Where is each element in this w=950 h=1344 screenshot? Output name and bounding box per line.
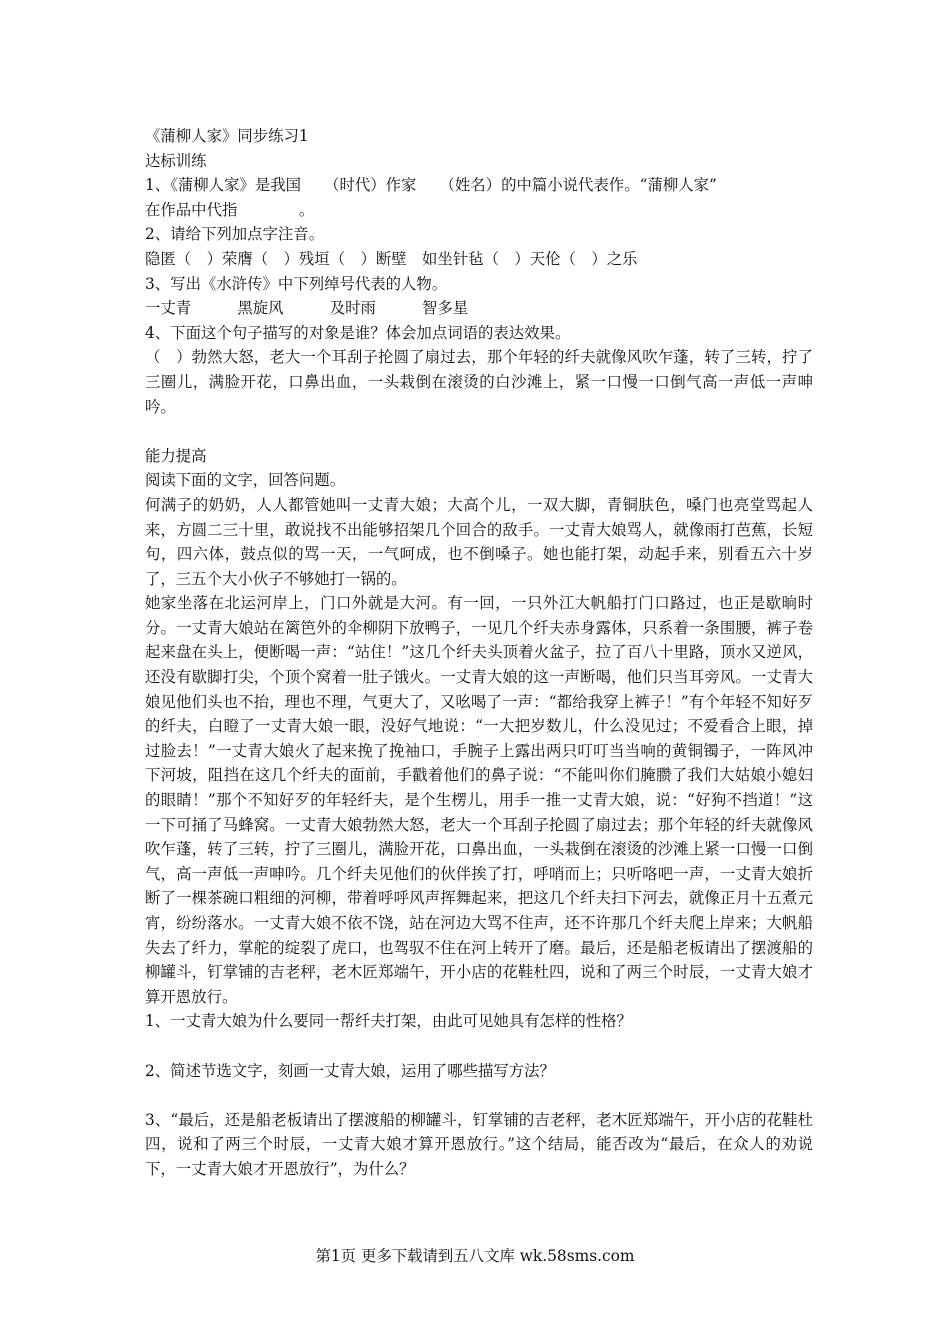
question-4-passage: （ ）勃然大怒，老大一个耳刮子抡圆了扇过去，那个年轻的纤夫就像风吹乍蓬，转了三转，拧了三圈儿，满脸开花，口鼻出血，一头栽倒在滚烫的白沙滩上，紧一口慢一口倒气高一声低一声呻吟。 xyxy=(145,348,813,416)
passage-paragraph-1: 何满子的奶奶，人人都管她叫一丈青大娘；大高个儿，一双大脚，青铜肤色，嗓门也亮堂骂起人来，方圆二三十里，敢说找不出能够招架几个回合的敌手。一丈青大娘骂人，就像雨打芭蕉，长短句，四六体，鼓点似的骂一天，一气呵成，也不倒嗓子。她也能打架，动起手来，别看五六十岁了，三五个大小伙子不够她打一锅的。 xyxy=(145,495,813,588)
question-1-line-1: 1、《蒲柳人家》是我国 （时代）作家 （姓名）的中篇小说代表作。“蒲柳人家” xyxy=(145,176,717,195)
reading-instruction: 阅读下面的文字，回答问题。 xyxy=(145,471,346,490)
reading-question-3: 3、“最后，还是船老板请出了摆渡船的柳罐斗，钉掌铺的吉老秤，老木匠郑端午，开小店的花鞋杜四，说和了两三个时辰，一丈青大娘才算开恩放行。”这个结局，能否改为“最后，在众人的劝说下，一丈青大娘才开恩放行”，为什么？ xyxy=(145,1110,813,1178)
section-heading-ability-improvement: 能力提高 xyxy=(145,446,207,465)
document-body xyxy=(145,124,813,1182)
spacer xyxy=(145,419,813,444)
answer-space xyxy=(145,1083,813,1108)
question-1-line-2: 在作品中代指 。 xyxy=(145,200,315,219)
page-footer: 第1页 更多下载请到五八文库 wk.58sms.com xyxy=(315,1247,635,1265)
section-heading-standard-training: 达标训练 xyxy=(145,151,207,170)
reading-question-2: 2、简述节选文字，刻画一丈青大娘，运用了哪些描写方法？ xyxy=(145,1061,555,1080)
question-4: 4、下面这个句子描写的对象是谁？体会加点词语的表达效果。 xyxy=(145,323,571,342)
question-3: 3、写出《水浒传》中下列绰号代表的人物。 xyxy=(145,274,448,293)
passage-paragraph-2: 她家坐落在北运河岸上，门口外就是大河。有一回，一只外江大帆船打门口路过，也正是歇晌时分。一丈青大娘站在篱笆外的伞柳阴下放鸭子，一见几个纤夫赤身露体，只系着一条围腰，裤子卷起来盘在头上，便断喝一声：“站住！”这几个纤夫头顶着火盆子，拉了百八十里路，顶水又逆风，还没有歇脚打尖，个顶个窝着一肚子饿火。一丈青大娘的这一声断喝，他们只当耳旁风。一丈青大娘见他们头也不抬，理也不理，气更大了，又吆喝了一声：“都给我穿上裤子！”有个年轻不知好歹的纤夫，白瞪了一丈青大娘一眼，没好气地说：“一大把岁数儿，什么没见过；不爱看合上眼，掉过脸去！”一丈青大娘火了起来挽了挽袖口，手腕子上露出两只叮叮当当响的黄铜镯子，一阵风冲下河坡，阻挡在这几个纤夫的面前，手戳着他们的鼻子说：“不能叫你们腌臜了我们大姑娘小媳妇的眼睛！”那个不知好歹的年轻纤夫，是个生楞儿，用手一推一丈青大娘，说：“好狗不挡道！”这一下可捅了马蜂窝。一丈青大娘勃然大怒，老大一个耳刮子抡圆了扇过去；那个年轻的纤夫就像风吹乍蓬，转了三转，拧了三圈儿，满脸开花，口鼻出血，一头栽倒在滚烫的沙滩上紧一口慢一口倒气，高一声低一声呻吟。几个纤夫见他们的伙伴挨了打，呼哨而上；只听咯吧一声，一丈青大娘折断了一棵茶碗口粗细的河柳，带着呼呼风声挥舞起来，把这几个纤夫扫下河去，就像正月十五煮元宵，纷纷落水。一丈青大娘不依不饶，站在河边大骂不住声，还不许那几个纤夫爬上岸来；大帆船失去了纤力，掌舵的绽裂了虎口，也驾驭不住在河上转开了磨。最后，还是船老板请出了摆渡船的柳罐斗，钉掌铺的吉老秤，老木匠郑端午，开小店的花鞋杜四，说和了两三个时辰，一丈青大娘才算开恩放行。 xyxy=(145,594,813,1006)
answer-space xyxy=(145,1034,813,1059)
question-3-items: 一丈青 黑旋风 及时雨 智多星 xyxy=(145,299,469,318)
document-title: 《蒲柳人家》同步练习1 xyxy=(145,127,309,145)
question-2-items: 隐匿（ ）荣膺（ ）残垣（ ）断壁 如坐针毡（ ）天伦（ ）之乐 xyxy=(145,249,638,268)
reading-question-1: 1、一丈青大娘为什么要同一帮纤夫打架，由此可见她具有怎样的性格？ xyxy=(145,1012,632,1031)
question-2: 2、请给下列加点字注音。 xyxy=(145,225,325,244)
